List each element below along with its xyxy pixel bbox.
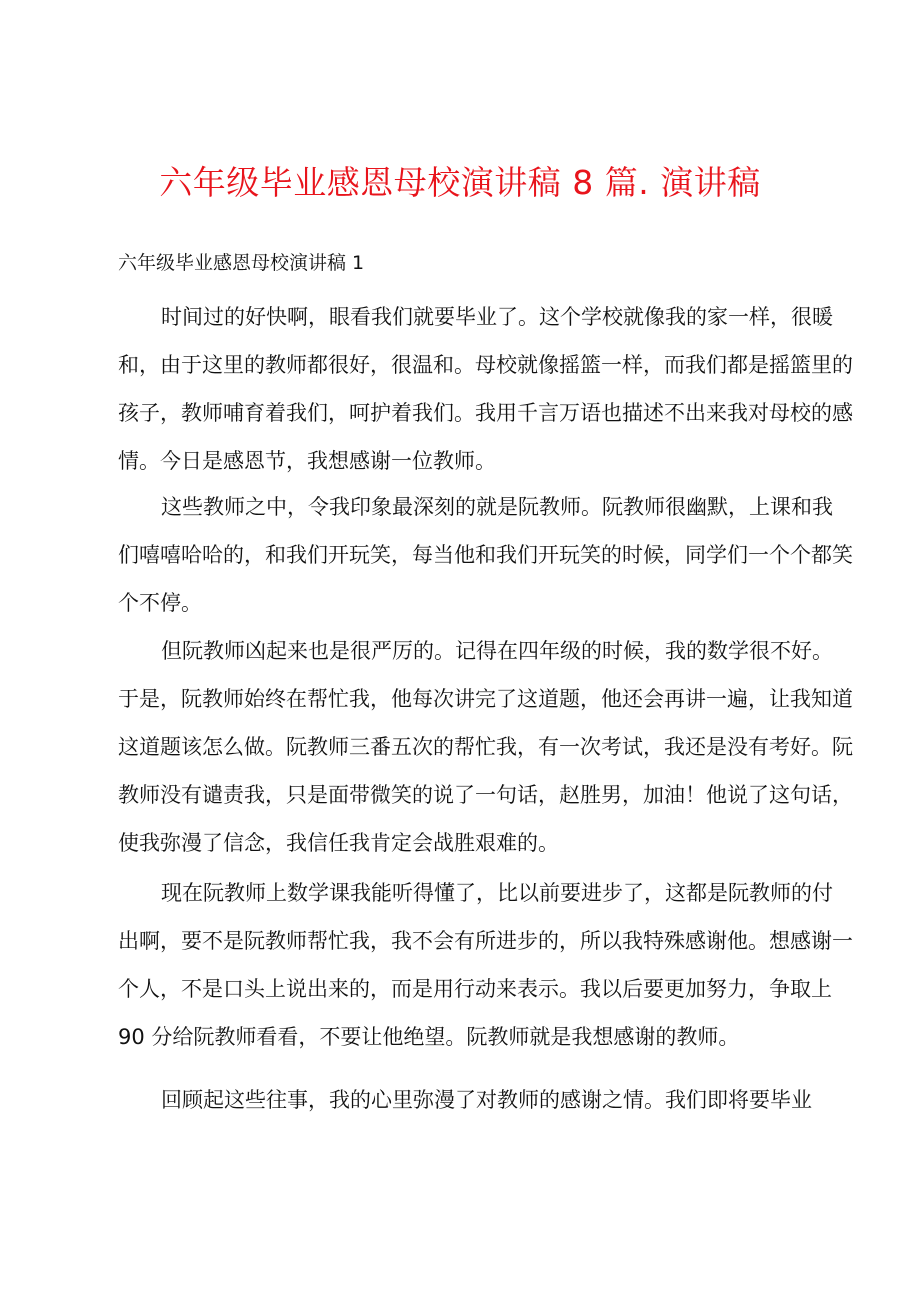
paragraph-line: 时间过的好快啊，眼看我们就要毕业了。这个学校就像我的家一样，很暖 bbox=[161, 305, 833, 329]
paragraph-line: 教师没有谴责我，只是面带微笑的说了一句话，赵胜男，加油！他说了这句话， bbox=[118, 783, 853, 807]
document-title: 六年级毕业感恩母校演讲稿 8 篇. 演讲稿 bbox=[159, 163, 761, 202]
paragraph-line: 们嘻嘻哈哈的，和我们开玩笑，每当他和我们开玩笑的时候，同学们一个个都笑 bbox=[118, 543, 853, 567]
paragraph-line: 情。今日是感恩节，我想感谢一位教师。 bbox=[118, 449, 496, 473]
paragraph-line: 孩子，教师哺育着我们，呵护着我们。我用千言万语也描述不出来我对母校的感 bbox=[118, 401, 853, 425]
paragraph-line: 回顾起这些往事，我的心里弥漫了对教师的感谢之情。我们即将要毕业 bbox=[161, 1088, 812, 1112]
paragraph bbox=[118, 869, 853, 1061]
paragraph-line: 于是，阮教师始终在帮忙我，他每次讲完了这道题，他还会再讲一遍，让我知道 bbox=[118, 687, 853, 711]
paragraph-line: 出啊，要不是阮教师帮忙我，我不会有所进步的，所以我特殊感谢他。想感谢一 bbox=[118, 929, 853, 953]
paragraph-line: 但阮教师凶起来也是很严厉的。记得在四年级的时候，我的数学很不好。 bbox=[161, 639, 833, 663]
paragraph-line: 这些教师之中，令我印象最深刻的就是阮教师。阮教师很幽默，上课和我 bbox=[161, 495, 833, 519]
paragraph bbox=[118, 483, 853, 627]
paragraph-line: 90 分给阮教师看看，不要让他绝望。阮教师就是我想感谢的教师。 bbox=[118, 1025, 740, 1049]
paragraph-line: 这道题该怎么做。阮教师三番五次的帮忙我，有一次考试，我还是没有考好。阮 bbox=[118, 735, 853, 759]
paragraph-line: 现在阮教师上数学课我能听得懂了，比以前要进步了，这都是阮教师的付 bbox=[161, 881, 833, 905]
paragraph bbox=[118, 1076, 828, 1124]
paragraph-line: 个不停。 bbox=[118, 591, 202, 615]
paragraph-line: 个人，不是口头上说出来的，而是用行动来表示。我以后要更加努力，争取上 bbox=[118, 977, 832, 1001]
paragraph-line: 使我弥漫了信念，我信任我肯定会战胜艰难的。 bbox=[118, 831, 559, 855]
paragraph bbox=[118, 293, 853, 485]
paragraph bbox=[118, 627, 853, 867]
section-heading: 六年级毕业感恩母校演讲稿 1 bbox=[118, 252, 365, 274]
paragraph-line: 和，由于这里的教师都很好，很温和。母校就像摇篮一样，而我们都是摇篮里的 bbox=[118, 353, 853, 377]
